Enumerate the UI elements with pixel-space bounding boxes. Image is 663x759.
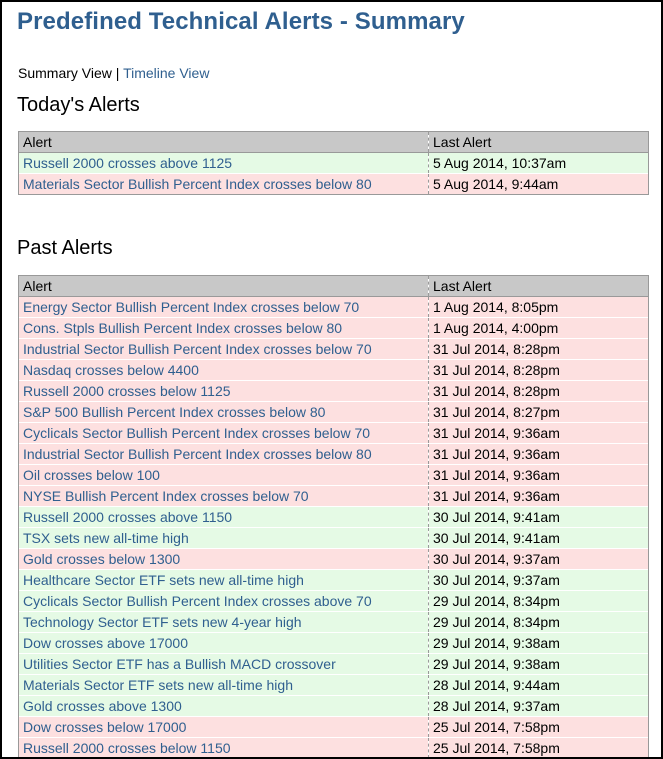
alert-link[interactable]: TSX sets new all-time high: [23, 530, 189, 546]
alert-link[interactable]: Gold crosses below 1300: [23, 551, 181, 567]
alert-row: [19, 486, 649, 507]
alert-cell: [19, 633, 429, 654]
alert-row: [19, 174, 649, 195]
alert-link[interactable]: Russell 2000 crosses below 1125: [23, 383, 231, 399]
alert-row: [19, 381, 649, 402]
last-alert-cell: 25 Jul 2014, 7:58pm: [429, 738, 649, 759]
alert-column-header: Alert: [19, 276, 429, 297]
alert-cell: [19, 528, 429, 549]
todays-alerts-heading: Today's Alerts: [17, 94, 140, 116]
last-alert-cell: 30 Jul 2014, 9:37am: [429, 549, 649, 570]
alert-cell: [19, 675, 429, 696]
alert-row: [19, 654, 649, 675]
alert-row: [19, 444, 649, 465]
alert-row: [19, 570, 649, 591]
alert-row: [19, 339, 649, 360]
alert-row: [19, 528, 649, 549]
last-alert-cell: 1 Aug 2014, 8:05pm: [429, 297, 649, 318]
alert-cell: [19, 612, 429, 633]
last-alert-cell: 31 Jul 2014, 8:28pm: [429, 360, 649, 381]
alert-link[interactable]: Gold crosses above 1300: [23, 698, 182, 714]
last-alert-cell: 1 Aug 2014, 4:00pm: [429, 318, 649, 339]
last-alert-cell: 31 Jul 2014, 8:28pm: [429, 381, 649, 402]
alert-link[interactable]: Cons. Stpls Bullish Percent Index crosses below 80: [23, 320, 343, 336]
todays-alerts-table: [18, 131, 649, 195]
last-alert-cell: 29 Jul 2014, 8:34pm: [429, 591, 649, 612]
alert-cell: [19, 486, 429, 507]
alert-cell: [19, 297, 429, 318]
past-alerts-table: [18, 275, 649, 759]
alert-row: [19, 360, 649, 381]
last-alert-cell: 31 Jul 2014, 9:36am: [429, 486, 649, 507]
last-alert-cell: 5 Aug 2014, 9:44am: [429, 174, 649, 195]
last-alert-cell: 25 Jul 2014, 7:58pm: [429, 717, 649, 738]
last-alert-cell: 29 Jul 2014, 9:38am: [429, 633, 649, 654]
view-switcher: [18, 65, 209, 81]
past-alerts-heading: Past Alerts: [17, 237, 113, 259]
last-alert-column-header: Last Alert: [429, 132, 649, 153]
alert-link[interactable]: Russell 2000 crosses below 1150: [23, 740, 231, 756]
page-title: Predefined Technical Alerts - Summary: [17, 8, 465, 35]
alert-row: [19, 717, 649, 738]
alert-link[interactable]: Materials Sector ETF sets new all-time high: [23, 677, 293, 693]
table-header-row: [19, 276, 649, 297]
past-alerts-body: [19, 297, 649, 759]
alert-link[interactable]: Nasdaq crosses below 4400: [23, 362, 199, 378]
alert-link[interactable]: NYSE Bullish Percent Index crosses below 70: [23, 488, 309, 504]
alert-cell: [19, 570, 429, 591]
alert-row: [19, 738, 649, 759]
alert-row: [19, 297, 649, 318]
alert-cell: [19, 423, 429, 444]
alert-row: [19, 549, 649, 570]
alert-link[interactable]: S&P 500 Bullish Percent Index crosses below 80: [23, 404, 326, 420]
alert-cell: [19, 717, 429, 738]
alert-row: [19, 402, 649, 423]
last-alert-cell: 29 Jul 2014, 8:34pm: [429, 612, 649, 633]
view-separator: |: [115, 65, 120, 81]
alert-cell: [19, 339, 429, 360]
alert-link[interactable]: Energy Sector Bullish Percent Index crosses below 70: [23, 299, 360, 315]
alert-link[interactable]: Utilities Sector ETF has a Bullish MACD crossover: [23, 656, 336, 672]
alert-link[interactable]: Healthcare Sector ETF sets new all-time high: [23, 572, 304, 588]
alert-cell: [19, 507, 429, 528]
alert-row: [19, 465, 649, 486]
alert-link[interactable]: Technology Sector ETF sets new 4-year high: [23, 614, 302, 630]
alert-link[interactable]: Oil crosses below 100: [23, 467, 160, 483]
alert-row: [19, 675, 649, 696]
alert-cell: [19, 465, 429, 486]
alert-row: [19, 318, 649, 339]
alert-cell: [19, 153, 429, 174]
last-alert-cell: 30 Jul 2014, 9:41am: [429, 507, 649, 528]
alert-link[interactable]: Cyclicals Sector Bullish Percent Index crosses above 70: [23, 593, 372, 609]
alert-cell: [19, 360, 429, 381]
alert-row: [19, 633, 649, 654]
last-alert-cell: 5 Aug 2014, 10:37am: [429, 153, 649, 174]
alert-cell: [19, 318, 429, 339]
alert-cell: [19, 591, 429, 612]
last-alert-column-header: Last Alert: [429, 276, 649, 297]
alert-row: [19, 507, 649, 528]
alert-link[interactable]: Industrial Sector Bullish Percent Index crosses below 80: [23, 446, 372, 462]
alert-link[interactable]: Industrial Sector Bullish Percent Index crosses below 70: [23, 341, 372, 357]
alert-cell: [19, 174, 429, 195]
alert-cell: [19, 696, 429, 717]
alert-cell: [19, 654, 429, 675]
alert-cell: [19, 738, 429, 759]
alert-row: [19, 696, 649, 717]
alert-link[interactable]: Materials Sector Bullish Percent Index crosses below 80: [23, 176, 372, 192]
last-alert-cell: 31 Jul 2014, 9:36am: [429, 444, 649, 465]
alert-column-header: Alert: [19, 132, 429, 153]
timeline-view-link[interactable]: Timeline View: [123, 65, 210, 81]
alert-cell: [19, 444, 429, 465]
last-alert-cell: 31 Jul 2014, 8:28pm: [429, 339, 649, 360]
alert-cell: [19, 402, 429, 423]
alert-row: [19, 153, 649, 174]
alert-row: [19, 423, 649, 444]
last-alert-cell: 30 Jul 2014, 9:41am: [429, 528, 649, 549]
last-alert-cell: 28 Jul 2014, 9:37am: [429, 696, 649, 717]
alert-row: [19, 612, 649, 633]
alert-link[interactable]: Russell 2000 crosses above 1150: [23, 509, 233, 525]
last-alert-cell: 28 Jul 2014, 9:44am: [429, 675, 649, 696]
alert-link[interactable]: Dow crosses above 17000: [23, 635, 188, 651]
alert-cell: [19, 381, 429, 402]
last-alert-cell: 31 Jul 2014, 8:27pm: [429, 402, 649, 423]
alert-link[interactable]: Cyclicals Sector Bullish Percent Index crosses below 70: [23, 425, 371, 441]
alert-cell: [19, 549, 429, 570]
last-alert-cell: 31 Jul 2014, 9:36am: [429, 465, 649, 486]
last-alert-cell: 31 Jul 2014, 9:36am: [429, 423, 649, 444]
table-header-row: [19, 132, 649, 153]
alert-link[interactable]: Russell 2000 crosses above 1125: [23, 155, 233, 171]
todays-alerts-body: [19, 153, 649, 195]
alert-row: [19, 591, 649, 612]
alert-link[interactable]: Dow crosses below 17000: [23, 719, 187, 735]
last-alert-cell: 30 Jul 2014, 9:37am: [429, 570, 649, 591]
summary-view-label: Summary View: [18, 65, 112, 81]
last-alert-cell: 29 Jul 2014, 9:38am: [429, 654, 649, 675]
